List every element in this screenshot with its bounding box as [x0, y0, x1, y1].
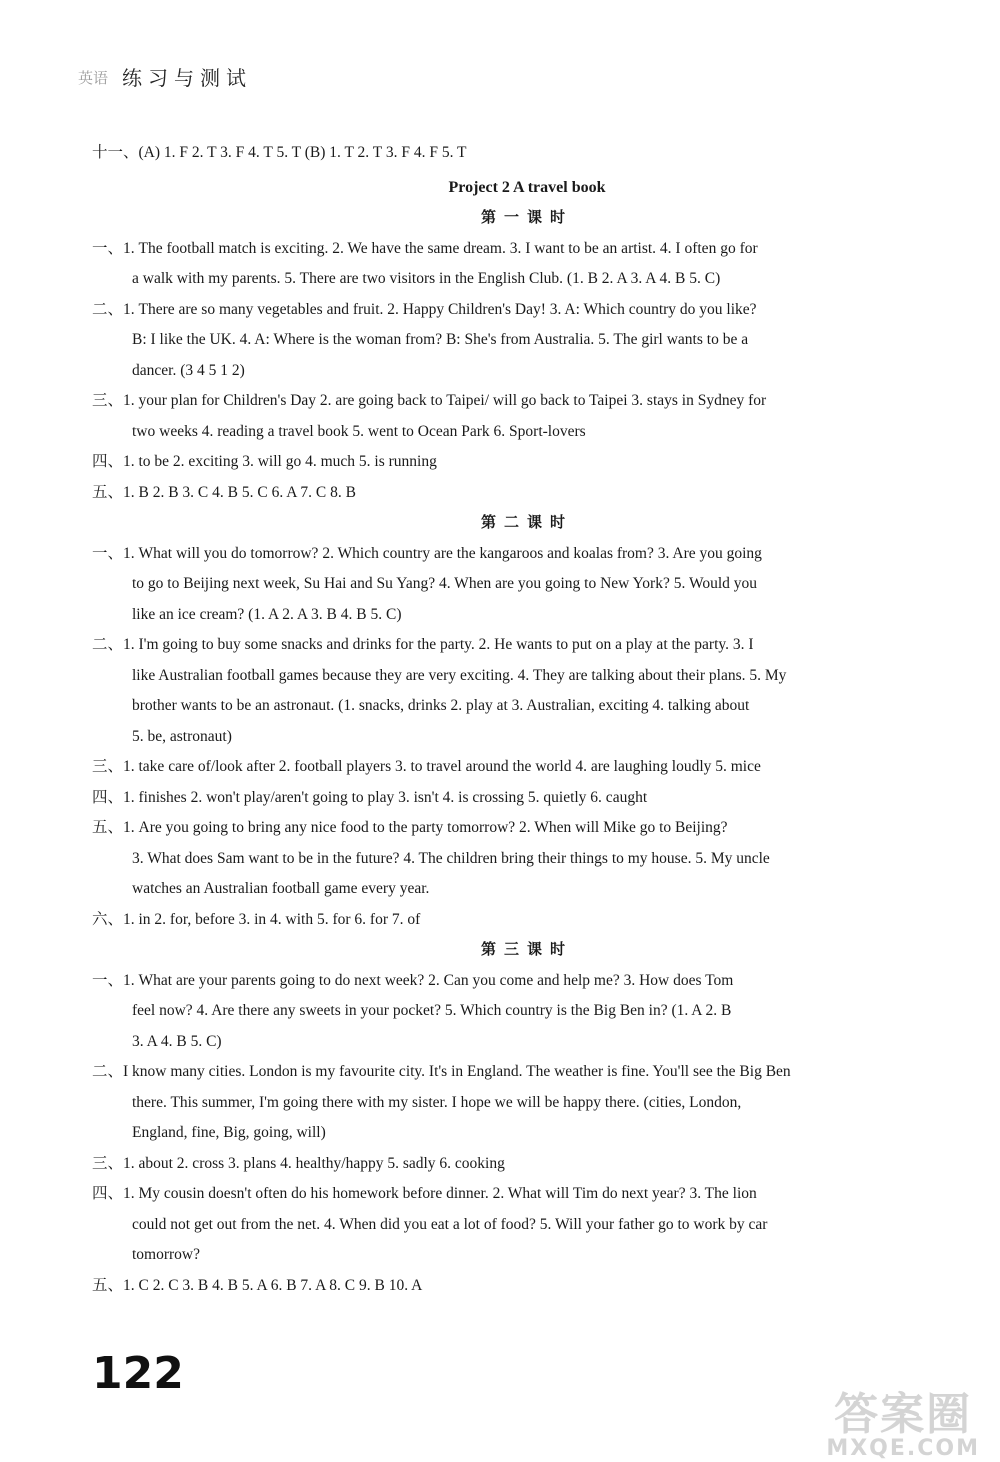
answer-line: 三、1. about 2. cross 3. plans 4. healthy/happy 5. sadly 6. cooking [92, 1154, 505, 1172]
answer-line: 五、1. Are you going to bring any nice food to the party tomorrow? 2. When will Mike go to Beijing? [92, 819, 728, 836]
answer-line-continued: dancer. (3 4 5 1 2) [132, 361, 245, 379]
answer-line: 四、1. to be 2. exciting 3. will go 4. much 5. is running [92, 453, 437, 470]
answer-line: 六、1. in 2. for, before 3. in 4. with 5. for 6. for 7. of [92, 910, 421, 928]
answer-line: 四、1. finishes 2. won't play/aren't going to play 3. isn't 4. is crossing 5. quietly 6. caught [92, 788, 648, 806]
watermark-logo: 答案圈 [834, 1389, 973, 1440]
answer-line: 三、1. your plan for Children's Day 2. are going back to Taipei/ will go back to Taipei 3. stays in Sydney for [92, 392, 767, 409]
answer-line: 一、1. The football match is exciting. 2. We have the same dream. 3. I want to be an artist. 4. I often go for [92, 239, 758, 257]
answer-line-continued: 5. be, astronaut) [132, 727, 232, 745]
answer-line: 一、1. What are your parents going to do next week? 2. Can you come and help me? 3. How does Tom [92, 971, 734, 989]
watermark [826, 1378, 980, 1461]
book-title: 练习与测试 [122, 66, 253, 90]
section-title: Project 2 A travel book [448, 178, 606, 196]
page-header [78, 62, 252, 91]
page-number: 122 [92, 1348, 184, 1399]
answer-line-continued: two weeks 4. reading a travel book 5. went to Ocean Park 6. Sport-lovers [132, 422, 586, 440]
answer-line-continued: could not get out from the net. 4. When did you eat a lot of food? 5. Will your father go to work by car [132, 1215, 768, 1233]
answer-line: 二、I know many cities. London is my favourite city. It's in England. The weather is fine. You'll see the Big Ben [92, 1063, 791, 1080]
answer-line-continued: watches an Australian football game every year. [132, 880, 430, 897]
answer-line-continued: feel now? 4. Are there any sweets in your pocket? 5. Which country is the Big Ben in? (1. A 2. B [132, 1002, 732, 1019]
lesson-heading: 第三课时 [480, 942, 573, 958]
answer-line: 十一、(A) 1. F 2. T 3. F 4. T 5. T (B) 1. T 2. T 3. F 4. F 5. T [92, 144, 467, 161]
answer-line: 一、1. What will you do tomorrow? 2. Which country are the kangaroos and koalas from? 3. Are you going [92, 544, 762, 562]
answer-line-continued: there. This summer, I'm going there with my sister. I hope we will be happy there. (cities, London, [132, 1093, 742, 1111]
answer-line-continued: 3. A 4. B 5. C) [132, 1032, 222, 1050]
subject-label: 英语 [78, 69, 109, 87]
answer-key-body [92, 138, 962, 1301]
answer-line: 三、1. take care of/look after 2. football players 3. to travel around the world 4. are laughing loudly 5. mice [92, 758, 761, 775]
watermark-site: MXQE.COM [826, 1436, 980, 1461]
answer-line-continued: a walk with my parents. 5. There are two visitors in the English Club. (1. B 2. A 3. A 4. B 5. C) [132, 270, 721, 287]
answer-line: 五、1. C 2. C 3. B 4. B 5. A 6. B 7. A 8. C 9. B 10. A [92, 1276, 423, 1294]
answer-line: 五、1. B 2. B 3. C 4. B 5. C 6. A 7. C 8. B [92, 483, 356, 501]
answer-line-continued: England, fine, Big, going, will) [132, 1124, 326, 1141]
lesson-heading: 第一课时 [480, 210, 573, 226]
answer-line-continued: like Australian football games because they are very exciting. 4. They are talking about their plans. 5. My [132, 666, 787, 684]
answer-line-continued: tomorrow? [132, 1246, 201, 1263]
answer-line: 二、1. I'm going to buy some snacks and drinks for the party. 2. He wants to put on a play at the party. 3. I [92, 636, 754, 653]
answer-line-continued: brother wants to be an astronaut. (1. snacks, drinks 2. play at 3. Australian, exciting 4. talking about [132, 697, 750, 714]
answer-line-continued: like an ice cream? (1. A 2. A 3. B 4. B 5. C) [132, 605, 402, 623]
answer-line: 四、1. My cousin doesn't often do his homework before dinner. 2. What will Tim do next year? 3. The lion [92, 1185, 757, 1202]
answer-line-continued: 3. What does Sam want to be in the future? 4. The children bring their things to my house. 5. My uncle [132, 849, 770, 867]
answer-line: 二、1. There are so many vegetables and fruit. 2. Happy Children's Day! 3. A: Which country do you like? [92, 300, 757, 318]
answer-line-continued: to go to Beijing next week, Su Hai and Su Yang? 4. When are you going to New York? 5. Would you [132, 575, 758, 592]
lesson-heading: 第二课时 [480, 515, 573, 531]
answer-line-continued: B: I like the UK. 4. A: Where is the woman from? B: She's from Australia. 5. The girl wants to be a [132, 331, 749, 348]
